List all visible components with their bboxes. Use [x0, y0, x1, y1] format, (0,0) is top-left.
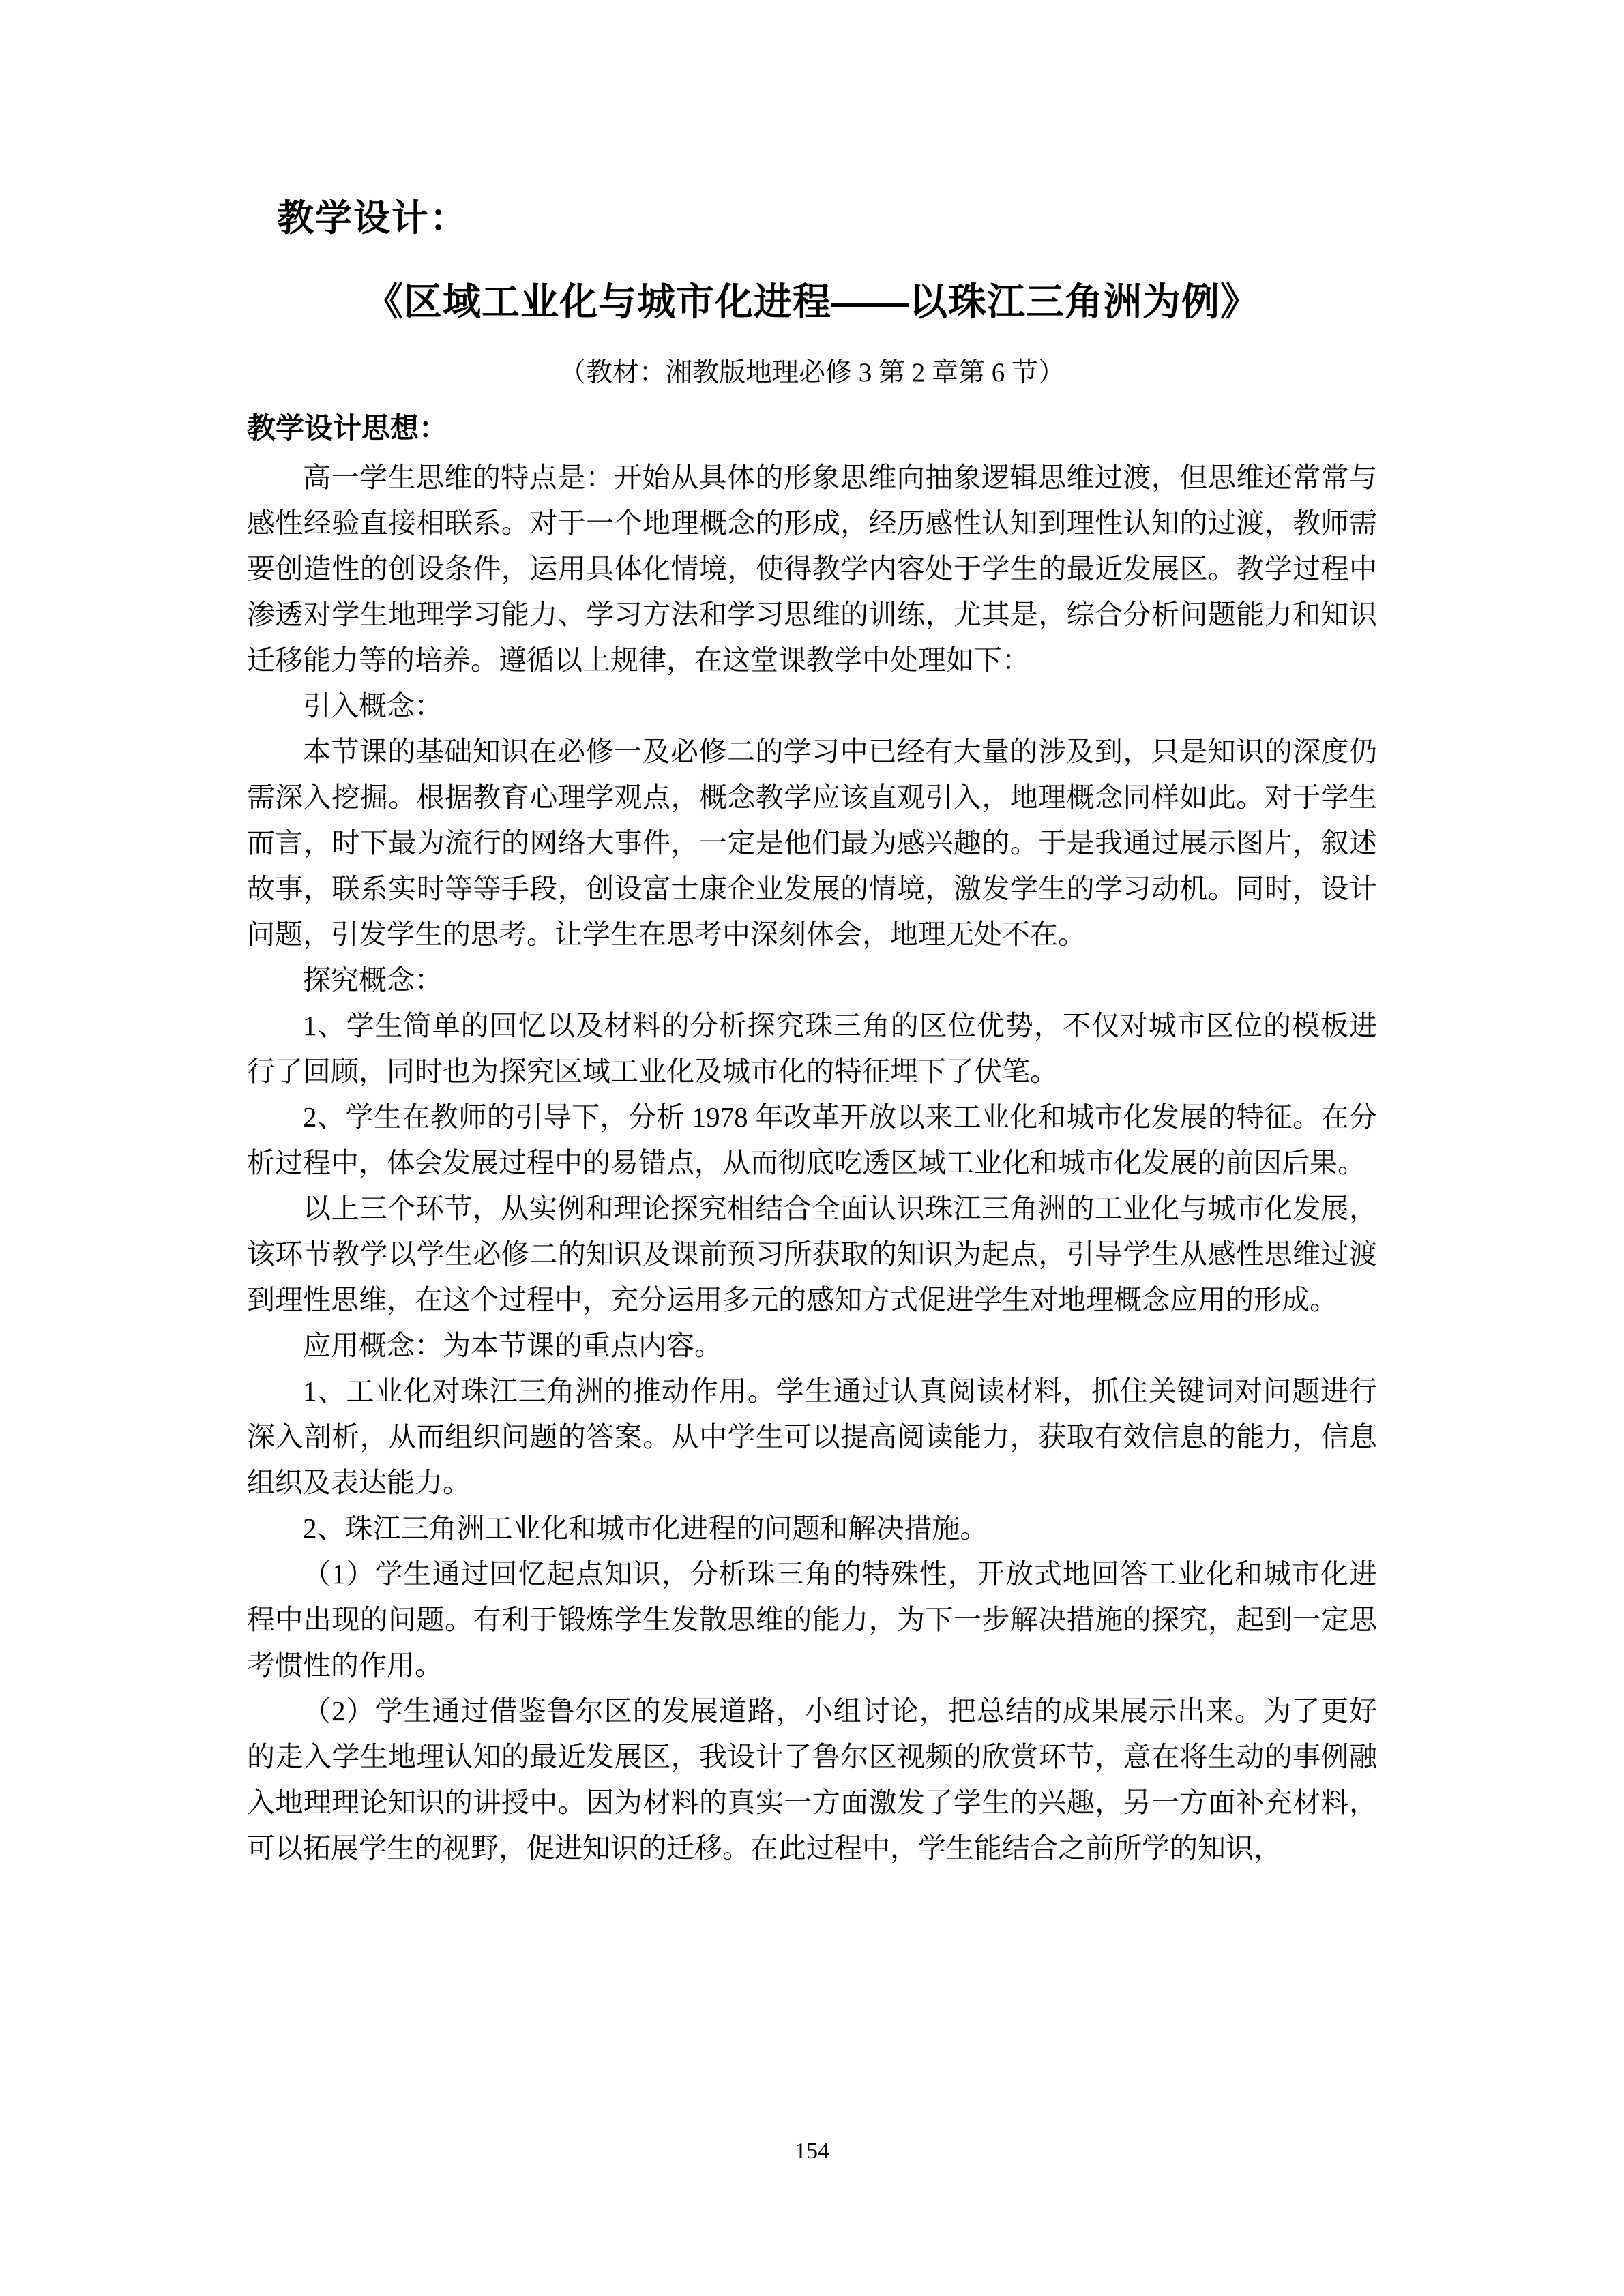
paragraph: （1）学生通过回忆起点知识，分析珠三角的特殊性，开放式地回答工业化和城市化进程中出现的问题。有利于锻炼学生发散思维的能力，为下一步解决措施的探究，起到一定思考惯性的作用。	[247, 1558, 1377, 1681]
document-heading: 教学设计：	[277, 198, 468, 239]
paragraph: 探究概念：	[303, 964, 443, 996]
paragraph: 2、学生在教师的引导下，分析 1978 年改革开放以来工业化和城市化发展的特征。在分析过程中，体会发展过程中的易错点，从而彻底吃透区域工业化和城市化发展的前因后果。	[247, 1101, 1377, 1178]
section-heading: 教学设计思想：	[247, 413, 448, 445]
document-body	[247, 455, 1377, 1871]
paragraph: 高一学生思维的特点是：开始从具体的形象思维向抽象逻辑思维过渡，但思维还常常与感性经验直接相联系。对于一个地理概念的形成，经历感性认知到理性认知的过渡，教师需要创造性的创设条件，运用具体化情境，使得教学内容处于学生的最近发展区。教学过程中渗透对学生地理学习能力、学习方法和学习思维的训练，尤其是，综合分析问题能力和知识迁移能力等的培养。遵循以上规律，在这堂课教学中处理如下：	[247, 462, 1377, 676]
paragraph: 1、学生简单的回忆以及材料的分析探究珠三角的区位优势，不仅对城市区位的模板进行了回顾，同时也为探究区域工业化及城市化的特征埋下了伏笔。	[247, 1010, 1377, 1087]
paragraph: 应用概念：为本节课的重点内容。	[303, 1330, 722, 1361]
document-title: 《区域工业化与城市化进程——以珠江三角洲为例》	[365, 280, 1259, 323]
paragraph: 以上三个环节，从实例和理论探究相结合全面认识珠江三角洲的工业化与城市化发展，该环节教学以学生必修二的知识及课前预习所获取的知识为起点，引导学生从感性思维过渡到理性思维，在这个过程中，充分运用多元的感知方式促进学生对地理概念应用的形成。	[247, 1193, 1377, 1315]
paragraph: 1、工业化对珠江三角洲的推动作用。学生通过认真阅读材料，抓住关键词对问题进行深入剖析，从而组织问题的答案。从中学生可以提高阅读能力，获取有效信息的能力，信息组织及表达能力。	[247, 1375, 1377, 1498]
paragraph: （2）学生通过借鉴鲁尔区的发展道路，小组讨论，把总结的成果展示出来。为了更好的走入学生地理认知的最近发展区，我设计了鲁尔区视频的欣赏环节，意在将生动的事例融入地理理论知识的讲授中。因为材料的真实一方面激发了学生的兴趣，另一方面补充材料，可以拓展学生的视野，促进知识的迁移。在此过程中，学生能结合之前所学的知识，	[247, 1695, 1377, 1864]
paragraph: 引入概念：	[303, 690, 443, 721]
page-number: 154	[795, 2138, 829, 2164]
document-subtitle: （教材：湘教版地理必修 3 第 2 章第 6 节）	[559, 358, 1065, 387]
paragraph: 2、珠江三角洲工业化和城市化进程的问题和解决措施。	[303, 1512, 988, 1544]
paragraph: 本节课的基础知识在必修一及必修二的学习中已经有大量的涉及到，只是知识的深度仍需深入挖掘。根据教育心理学观点，概念教学应该直观引入，地理概念同样如此。对于学生而言，时下最为流行的网络大事件，一定是他们最为感兴趣的。于是我通过展示图片，叙述故事，联系实时等等手段，创设富士康企业发展的情境，激发学生的学习动机。同时，设计问题，引发学生的思考。让学生在思考中深刻体会，地理无处不在。	[247, 736, 1377, 950]
